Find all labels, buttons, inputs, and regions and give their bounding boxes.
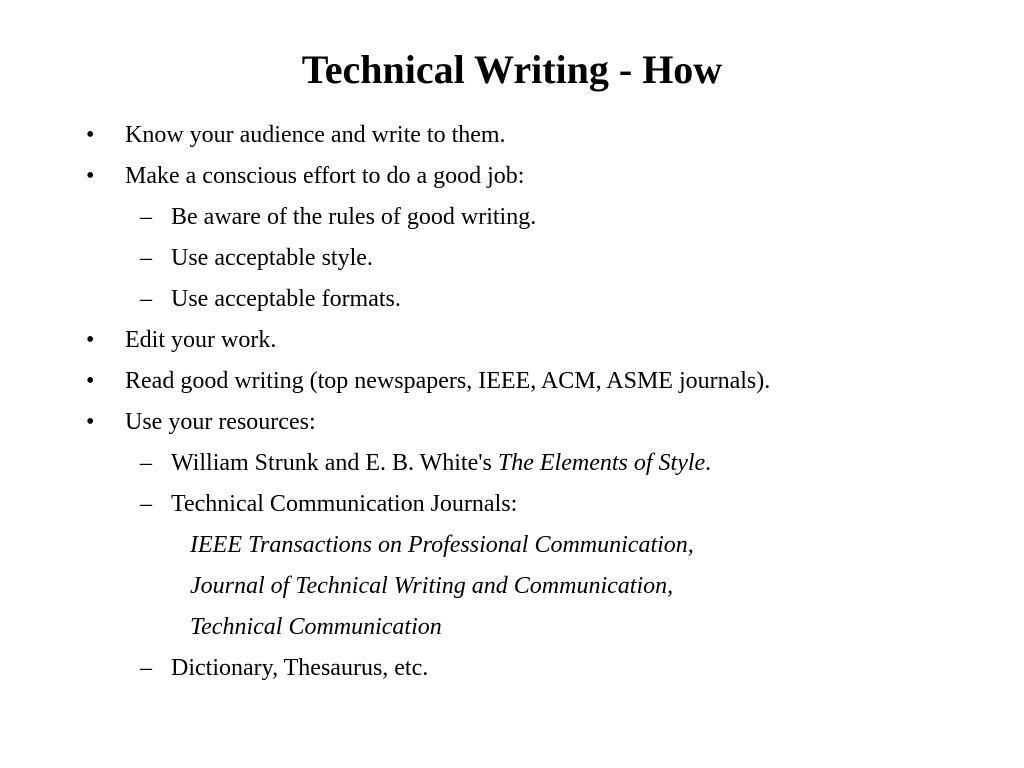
- bullet-icon: •: [86, 368, 95, 394]
- list-item: [0, 156, 1024, 197]
- list-item-text: Know your audience and write to them.: [125, 122, 506, 148]
- bullet-icon: •: [86, 163, 95, 189]
- sub-list-item-text: Use acceptable style.: [171, 245, 373, 271]
- journal-line: [0, 607, 1024, 648]
- slide-title: Technical Writing - How: [301, 47, 723, 92]
- dash-icon: –: [140, 245, 152, 271]
- list-item-text: Use your resources:: [125, 409, 316, 435]
- bullet-icon: •: [86, 409, 95, 435]
- sub-list-item: [0, 197, 1024, 238]
- bullet-list: [0, 115, 1024, 689]
- journal-title: Journal of Technical Writing and Communication,: [190, 573, 674, 599]
- bullet-icon: •: [86, 122, 95, 148]
- list-item: [0, 320, 1024, 361]
- journal-title: Technical Communication: [190, 614, 442, 640]
- dash-icon: –: [140, 450, 152, 476]
- sub-list-item: [0, 443, 1024, 484]
- list-item-text: Edit your work.: [125, 327, 277, 353]
- sub-list-item: [0, 648, 1024, 689]
- list-item: [0, 361, 1024, 402]
- bullet-icon: •: [86, 327, 95, 353]
- journal-line: [0, 566, 1024, 607]
- journal-title: IEEE Transactions on Professional Communication,: [190, 532, 694, 558]
- sub-list-item: [0, 238, 1024, 279]
- sub-list-item: [0, 484, 1024, 525]
- dash-icon: –: [140, 655, 152, 681]
- dash-icon: –: [140, 286, 152, 312]
- sub-list-item-text: [171, 443, 711, 484]
- journal-line: [0, 525, 1024, 566]
- sub-list-item-text: Dictionary, Thesaurus, etc.: [171, 655, 429, 681]
- list-item-text: Read good writing (top newspapers, IEEE, ACM, ASME journals).: [125, 368, 771, 394]
- sub-list-item: [0, 279, 1024, 320]
- text-suffix: .: [705, 450, 712, 476]
- sub-list-item-text: Be aware of the rules of good writing.: [171, 204, 537, 230]
- dash-icon: –: [140, 491, 152, 517]
- list-item-text: Make a conscious effort to do a good job:: [125, 163, 525, 189]
- sub-list-item-text: Use acceptable formats.: [171, 286, 401, 312]
- book-title: The Elements of Style: [497, 450, 706, 476]
- list-item: [0, 115, 1024, 156]
- dash-icon: –: [140, 204, 152, 230]
- text-prefix: William Strunk and E. B. White's: [171, 450, 498, 476]
- list-item: [0, 402, 1024, 443]
- sub-list-item-text: Technical Communication Journals:: [171, 491, 518, 517]
